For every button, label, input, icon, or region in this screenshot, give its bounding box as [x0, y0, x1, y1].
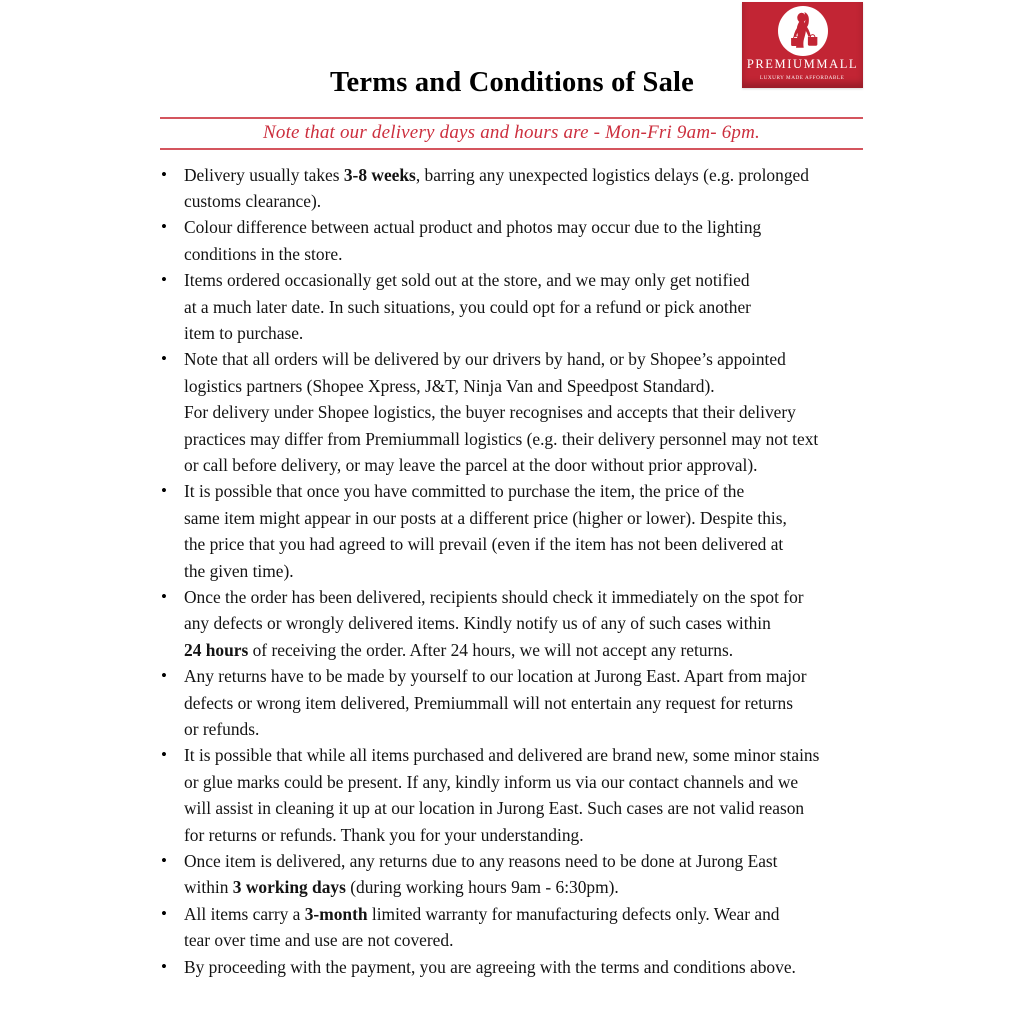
page-title: Terms and Conditions of Sale [329, 67, 695, 98]
woman-with-shopping-bags-icon [782, 10, 824, 52]
logo-brand-name: PREMIUMMALL [746, 57, 859, 71]
terms-text-line: • It is possible that while all items purchased and delivered are brand new, some minor stains [184, 745, 820, 766]
terms-text-line: tear over time and use are not covered. [184, 930, 454, 951]
terms-text-line: • All items carry a 3-month limited warranty for manufacturing defects only. Wear and [184, 903, 780, 924]
terms-text-line: the price that you had agreed to will prevail (even if the item has not been delivered at [184, 534, 784, 555]
terms-text-line: • By proceeding with the payment, you are agreeing with the terms and conditions above. [184, 956, 796, 977]
logo-circle [778, 6, 828, 56]
terms-list [160, 162, 880, 981]
terms-text-line: or glue marks could be present. If any, kindly inform us via our contact channels and we [184, 771, 799, 792]
terms-text-line: • Once the order has been delivered, recipients should check it immediately on the spot for [184, 587, 804, 607]
terms-list-item [160, 954, 880, 980]
terms-text-line: or refunds. [184, 719, 260, 740]
terms-list-item [160, 162, 880, 215]
terms-text-line: or call before delivery, or may leave the parcel at the door without prior approval). [184, 454, 758, 475]
terms-text-line: • Note that all orders will be delivered by our drivers by hand, or by Shopee’s appointed [184, 349, 786, 370]
terms-text-line: item to purchase. [184, 322, 304, 343]
bottom-divider-rule [160, 148, 863, 150]
terms-list-item [160, 848, 880, 901]
terms-list-item [160, 663, 880, 742]
terms-list-item [160, 584, 880, 663]
terms-text-line: 24 hours of receiving the order. After 24 hours, we will not accept any returns. [184, 639, 734, 660]
terms-text-line: • Any returns have to be made by yourself to our location at Jurong East. Apart from major [184, 666, 807, 687]
terms-list-item [160, 214, 880, 267]
delivery-note: Note that our delivery days and hours are - Mon-Fri 9am- 6pm. [263, 122, 760, 143]
terms-text-line: • Items ordered occasionally get sold out at the store, and we may only get notified [184, 270, 750, 291]
terms-text-line: practices may differ from Premiummall logistics (e.g. their delivery personnel may not text [184, 428, 819, 449]
terms-list-item [160, 901, 880, 954]
terms-text-line: within 3 working days (during working hours 9am - 6:30pm). [184, 877, 619, 898]
terms-text-line: • It is possible that once you have committed to purchase the item, the price of the [184, 481, 745, 502]
terms-text-line: conditions in the store. [184, 243, 343, 264]
terms-text-line: at a much later date. In such situations, you could opt for a refund or pick another [184, 296, 751, 317]
terms-text-line: • Once item is delivered, any returns due to any reasons need to be done at Jurong East [184, 851, 778, 872]
top-divider-rule [160, 117, 863, 119]
terms-text-line: For delivery under Shopee logistics, the buyer recognises and accepts that their delivery [184, 402, 796, 423]
terms-text-line: same item might appear in our posts at a different price (higher or lower). Despite this, [184, 507, 787, 528]
terms-text-line: the given time). [184, 560, 294, 581]
terms-text-line: • Delivery usually takes 3-8 weeks, barring any unexpected logistics delays (e.g. prolonged [184, 164, 809, 185]
terms-list-item [160, 478, 880, 584]
terms-text-line: • Colour difference between actual product and photos may occur due to the lighting [184, 217, 762, 238]
terms-text-line: for returns or refunds. Thank you for your understanding. [184, 824, 584, 845]
terms-text-line: defects or wrong item delivered, Premiummall will not entertain any request for returns [184, 692, 793, 713]
terms-list-item [160, 267, 880, 346]
terms-list-item [160, 742, 880, 848]
terms-text-line: customs clearance). [184, 190, 322, 211]
logo-tagline: LUXURY MADE AFFORDABLE [760, 74, 845, 81]
terms-text-line: logistics partners (Shopee Xpress, J&T, Ninja Van and Speedpost Standard). [184, 375, 715, 396]
terms-text-line: any defects or wrongly delivered items. Kindly notify us of any of such cases within [184, 613, 771, 634]
terms-text-line: will assist in cleaning it up at our location in Jurong East. Such cases are not valid reason [184, 798, 805, 819]
terms-list-item [160, 346, 880, 478]
